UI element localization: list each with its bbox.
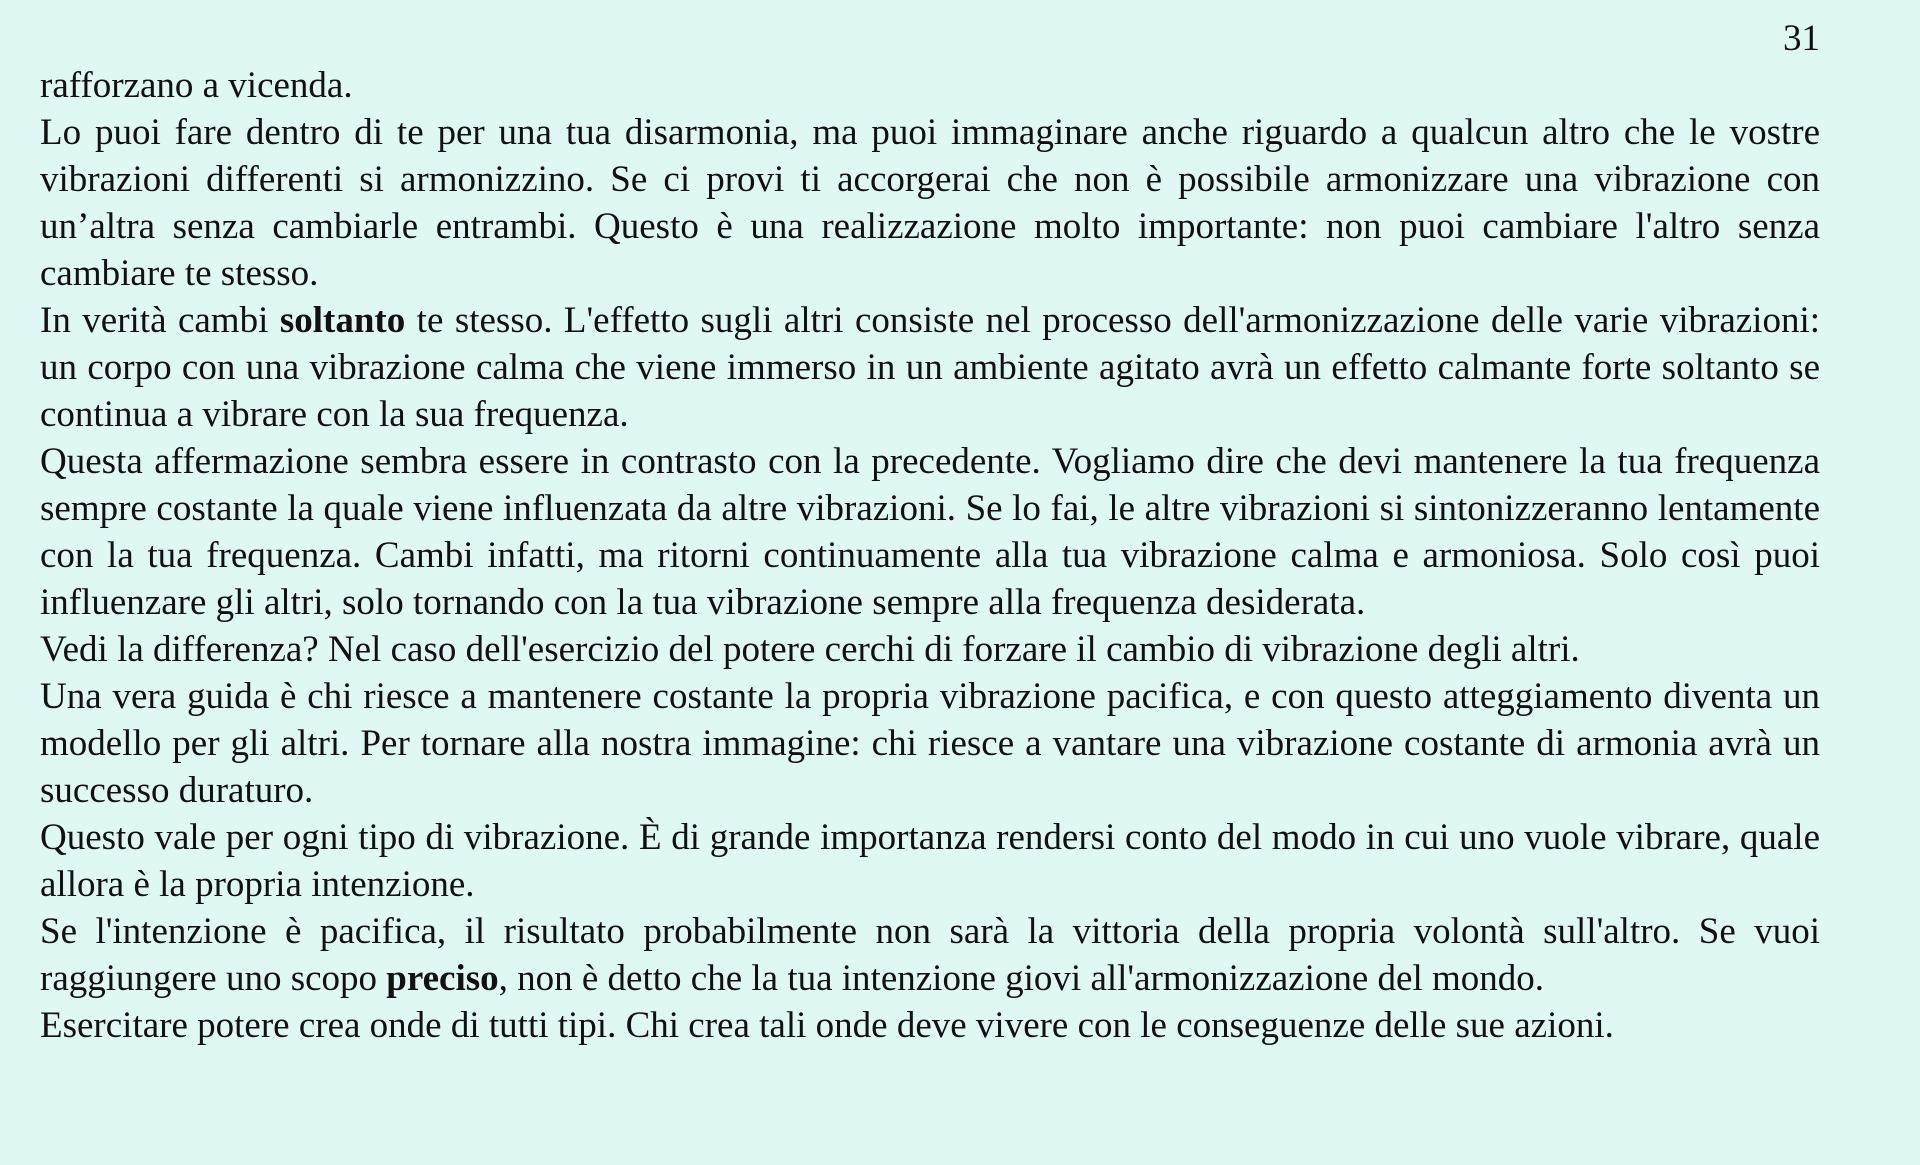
text-run: Lo puoi fare dentro di te per una tua disarmonia, ma puoi immaginare anche riguardo a qualcun altro che le vostre vibrazioni differenti si armonizzino. Se ci provi ti accorgerai che non è possibile armonizzare una vibrazione con un’altra senza cambiarle entrambi. Questo è una realizzazione molto importante: non puoi cambiare l'altro senza cambiare te stesso. — [40, 112, 1820, 294]
text-run: Questo vale per ogni tipo di vibrazione. È di grande importanza rendersi conto del modo in cui uno vuole vibrare, quale allora è la propria intenzione. — [40, 817, 1820, 905]
paragraph — [40, 1002, 1820, 1049]
text-run: , non è detto che la tua intenzione giovi all'armonizzazione del mondo. — [498, 958, 1545, 999]
text-run: Esercitare potere crea onde di tutti tipi. Chi crea tali onde deve vivere con le conseguenze delle sue azioni. — [40, 1005, 1614, 1046]
paragraph — [40, 908, 1820, 1002]
text-run: Una vera guida è chi riesce a mantenere costante la propria vibrazione pacifica, e con questo atteggiamento diventa un modello per gli altri. Per tornare alla nostra immagine: chi riesce a vantare una vibrazione costante di armonia avrà un successo duraturo. — [40, 676, 1820, 811]
text-run: Vedi la differenza? Nel caso dell'esercizio del potere cerchi di forzare il cambio di vibrazione degli altri. — [40, 629, 1580, 670]
text-run: rafforzano a vicenda. — [40, 65, 353, 106]
paragraph — [40, 626, 1820, 673]
paragraph — [40, 673, 1820, 814]
text-run: Questa affermazione sembra essere in contrasto con la precedente. Vogliamo dire che devi mantenere la tua frequenza sempre costante la quale viene influenzata da altre vibrazioni. Se lo fai, le altre vibrazioni si sintonizzeranno lentamente con la tua frequenza. Cambi infatti, ma ritorni continuamente alla tua vibrazione calma e armoniosa. Solo così puoi influenzare gli altri, solo tornando con la tua vibrazione sempre alla frequenza desiderata. — [40, 441, 1820, 623]
paragraph — [40, 297, 1820, 438]
text-run: te stesso. L'effetto sugli altri consiste nel processo dell'armonizzazione delle varie vibrazioni: un corpo con una vibrazione calma che viene immerso in un ambiente agitato avrà un effetto calmante forte soltanto se continua a vibrare con la sua frequenza. — [40, 300, 1821, 435]
paragraph — [40, 109, 1820, 297]
text-run: In verità cambi — [40, 300, 280, 341]
paragraph — [40, 814, 1820, 908]
paragraph — [40, 62, 1820, 109]
page-number: 31 — [1783, 18, 1820, 59]
paragraph — [40, 438, 1820, 626]
document-body — [40, 62, 1820, 1049]
text-run: Se l'intenzione è pacifica, il risultato probabilmente non sarà la vittoria della propria volontà sull'altro. Se vuoi raggiungere uno scopo — [40, 911, 1820, 999]
bold-text: soltanto — [279, 300, 406, 341]
bold-text: preciso — [386, 958, 499, 999]
